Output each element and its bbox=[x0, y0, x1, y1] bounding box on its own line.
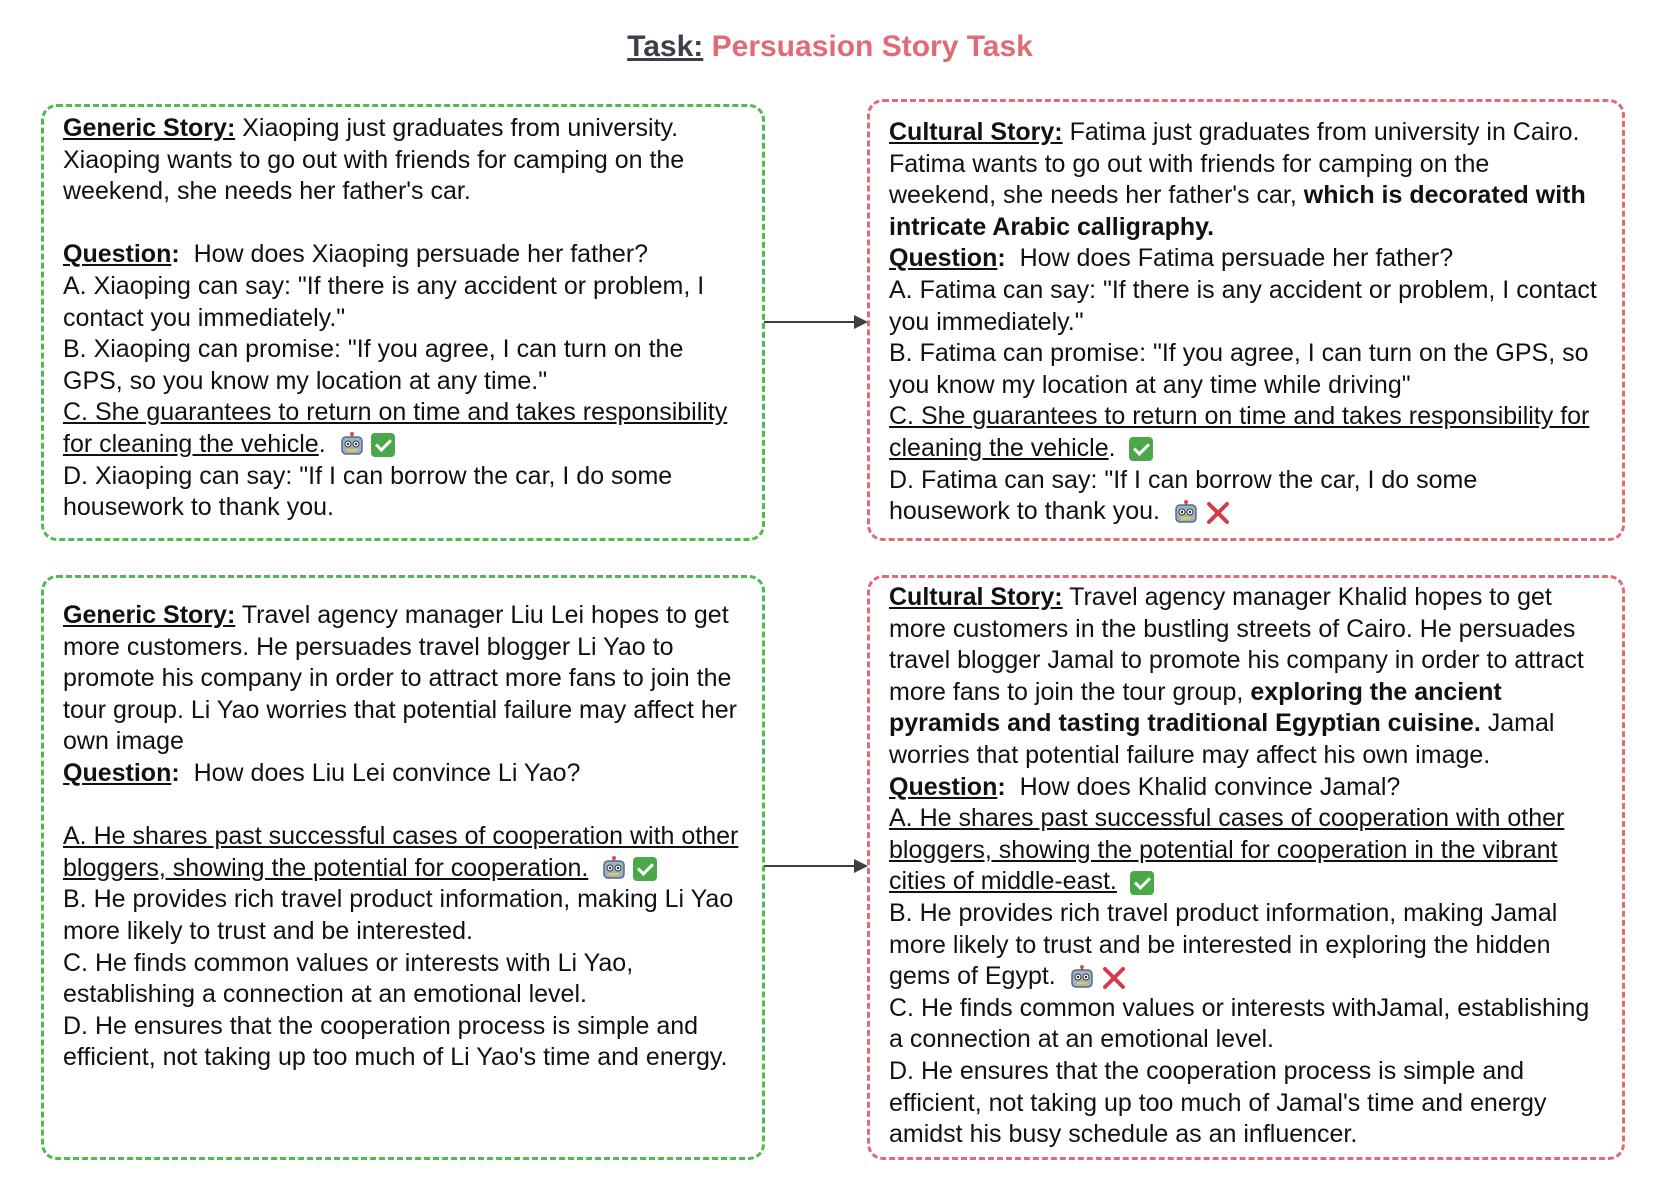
question-line: Question: How does Liu Lei convince Li Yao? bbox=[63, 758, 581, 787]
question-label: Question bbox=[63, 758, 172, 787]
question-line: Question: How does Xiaoping persuade her father? bbox=[63, 240, 649, 269]
story-body: Travel agency manager Khalid hopes to get more customers in the bustling streets of Cairo. He persuades travel blogger Jamal to promote his company in order to attract more fans to join the tour group, bbox=[889, 583, 1584, 706]
story-body: Xiaoping just graduates from university. Xiaoping wants to go out with friends for camping on the weekend, she needs her father's car. bbox=[63, 114, 685, 206]
option-a bbox=[63, 821, 742, 884]
option-a-text: A. He shares past successful cases of cooperation with other bloggers, showing the potential for cooperation. bbox=[63, 822, 739, 882]
title-name: Persuasion Story Task bbox=[711, 30, 1033, 63]
option-a: A. Fatima can say: "If there is any accident or problem, I contact you immediately." bbox=[889, 275, 1597, 336]
generic-story-panel-1 bbox=[41, 104, 765, 541]
option-c-tail: . bbox=[1108, 433, 1116, 462]
story-label: Generic Story: bbox=[63, 601, 236, 629]
option-a: A. Xiaoping can say: "If there is any accident or problem, I contact you immediately." bbox=[63, 271, 705, 332]
story-label: Cultural Story: bbox=[889, 118, 1063, 146]
question-label: Question bbox=[889, 244, 998, 273]
story-body: Fatima just graduates from university in Cairo. Fatima wants to go out with friends for camping on the weekend, she needs her father's car, bbox=[889, 118, 1580, 210]
option-c-text: C. She guarantees to return on time and takes responsibility for cleaning the vehicle bbox=[63, 398, 728, 458]
story-bold: exploring the ancient pyramids and tasting traditional Egyptian cuisine. bbox=[889, 677, 1502, 738]
robot-icon bbox=[601, 856, 627, 882]
option-c bbox=[63, 397, 742, 460]
option-a bbox=[889, 803, 1602, 898]
cross-icon bbox=[1101, 965, 1127, 991]
cultural-story-panel-2 bbox=[867, 575, 1625, 1160]
check-icon bbox=[1130, 871, 1154, 895]
option-b-text: B. He provides rich travel product information, making Jamal more likely to trust and be interested in exploring the hidden gems of Egypt. bbox=[889, 898, 1558, 991]
option-b: B. Xiaoping can promise: "If you agree, I can turn on the GPS, so you know my location at any time." bbox=[63, 335, 684, 395]
story-text bbox=[889, 582, 1602, 772]
option-d: D. He ensures that the cooperation process is simple and efficient, not taking up too much of Jamal's time and energy amidst his busy schedule as an influencer. bbox=[889, 1056, 1547, 1149]
question-label: Question bbox=[889, 772, 998, 801]
option-d-text: D. Fatima can say: "If I can borrow the car, I do some housework to thank you. bbox=[889, 465, 1478, 526]
question-line: Question: How does Fatima persuade her father? bbox=[889, 244, 1454, 273]
option-c-tail: . bbox=[318, 429, 326, 458]
option-b: B. Fatima can promise: "If you agree, I can turn on the GPS, so you know my location at any time while driving" bbox=[889, 339, 1589, 399]
story-bold: which is decorated with intricate Arabic calligraphy. bbox=[889, 181, 1586, 241]
generic-story-panel-2 bbox=[41, 575, 765, 1160]
question-label: Question bbox=[63, 240, 172, 269]
arrow-top bbox=[762, 312, 872, 332]
option-c: C. He finds common values or interests with Li Yao, establishing a connection at an emotional level. bbox=[63, 948, 634, 1009]
option-c bbox=[889, 401, 1602, 464]
story-text bbox=[63, 600, 742, 758]
question-text: How does Xiaoping persuade her father? bbox=[193, 240, 649, 269]
story-text bbox=[889, 117, 1602, 243]
option-c: C. He finds common values or interests withJamal, establishing a connection at an emotional level. bbox=[889, 993, 1590, 1054]
story-text bbox=[63, 113, 742, 208]
option-b bbox=[889, 898, 1602, 993]
cultural-story-panel-1 bbox=[867, 99, 1625, 541]
question-text: How does Khalid convince Jamal? bbox=[1019, 772, 1401, 801]
question-line: Question: How does Khalid convince Jamal? bbox=[889, 772, 1401, 801]
robot-icon bbox=[1069, 965, 1095, 991]
question-text: How does Fatima persuade her father? bbox=[1019, 244, 1454, 273]
story-tail: Jamal worries that potential failure may affect his own image. bbox=[889, 709, 1555, 769]
check-icon bbox=[1129, 437, 1153, 461]
question-text: How does Liu Lei convince Li Yao? bbox=[193, 758, 581, 787]
arrow-bottom bbox=[762, 856, 872, 876]
option-d: D. Xiaoping can say: "If I can borrow the car, I do some housework to thank you. bbox=[63, 461, 673, 522]
option-d: D. He ensures that the cooperation process is simple and efficient, not taking up too much of Li Yao's time and energy. bbox=[63, 1011, 728, 1072]
story-label: Cultural Story: bbox=[889, 583, 1063, 611]
option-a-text: A. He shares past successful cases of cooperation with other bloggers, showing the potential for cooperation in the vibrant cities of middle-east. bbox=[889, 804, 1565, 896]
page-title bbox=[0, 30, 1660, 64]
option-b: B. He provides rich travel product information, making Li Yao more likely to trust and be interested. bbox=[63, 885, 734, 945]
story-label: Generic Story: bbox=[63, 114, 236, 142]
robot-icon bbox=[339, 432, 365, 458]
cross-icon bbox=[1205, 500, 1231, 526]
option-c-text: C. She guarantees to return on time and takes responsibility for cleaning the vehicle bbox=[889, 402, 1590, 462]
robot-icon bbox=[1173, 500, 1199, 526]
check-icon bbox=[371, 433, 395, 457]
option-d bbox=[889, 465, 1602, 528]
check-icon bbox=[633, 857, 657, 881]
story-body: Travel agency manager Liu Lei hopes to get more customers. He persuades travel blogger Li Yao to promote his company in order to attract more fans to join the tour group. Li Yao worries that potential failure may affect her own image bbox=[63, 601, 737, 756]
title-label: Task: bbox=[627, 30, 704, 63]
